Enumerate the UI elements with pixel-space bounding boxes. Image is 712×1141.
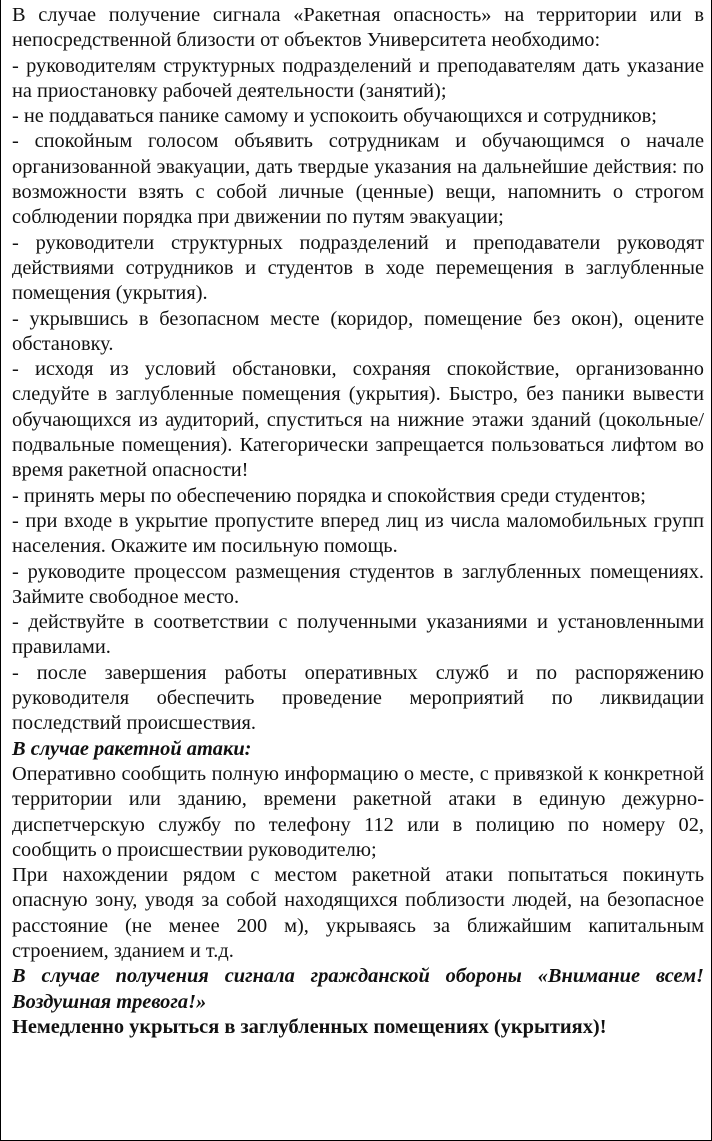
instruction-item: - исходя из условий обстановки, сохраняя спокойствие, организованно следуйте в заглубленные помещения (укрытия). Быстро, без паники вывести обучающихся из аудиторий, спуститься на нижние этажи зданий (цокольные/подвальные помещения). Категорически запрещается пользоваться лифтом во время ракетной опасности! — [12, 358, 704, 482]
air-raid-alert-heading: В случае получения сигнала гражданской обороны «Внимание всем! Воздушная тревога!» — [12, 965, 704, 1013]
instruction-item: - принять меры по обеспечению порядка и спокойствия среди студентов; — [12, 484, 646, 507]
intro-paragraph: В случае получение сигнала «Ракетная опасность» на территории или в непосредственной близости от объектов Университета необходимо: — [12, 4, 704, 52]
missile-attack-heading: В случае ракетной атаки: — [12, 737, 252, 760]
final-instruction: Немедленно укрыться в заглубленных помещениях (укрытиях)! — [12, 1015, 607, 1038]
instruction-item: - после завершения работы оперативных служб и по распоряжению руководителя обеспечить проведение мероприятий по ликвидации последствий происшествия. — [12, 661, 704, 735]
instruction-item: - руководители структурных подразделений и преподаватели руководят действиями сотрудников и студентов в ходе перемещения в заглубленные помещения (укрытия). — [12, 231, 704, 305]
instruction-item: - при входе в укрытие пропустите вперед лиц из числа маломобильных групп населения. Окажите им посильную помощь. — [12, 509, 704, 558]
instruction-item: - укрывшись в безопасном месте (коридор, помещение без окон), оцените обстановку. — [12, 307, 704, 355]
attack-paragraph: При нахождении рядом с местом ракетной атаки попытаться покинуть опасную зону, уводя за собой находящихся поблизости людей, на безопасное расстояние (не менее 200 м), укрываясь за ближайшим капитальным строением, зданием и т.д. — [12, 864, 704, 962]
instruction-item: - не поддаваться панике самому и успокоить обучающихся и сотрудников; — [12, 105, 657, 128]
instruction-item: - руководите процессом размещения студентов в заглубленных помещениях. Займите свободное место. — [12, 560, 704, 608]
instruction-item: - действуйте в соответствии с полученными указаниями и установленными правилами. — [12, 611, 704, 659]
instruction-item: - руководителям структурных подразделений и преподавателям дать указание на приостановку рабочей деятельности (занятий); — [12, 54, 704, 102]
instruction-item: - спокойным голосом объявить сотрудникам и обучающимся о начале организованной эвакуации, дать твердые указания на дальнейшие действия: по возможности взять с собой личные (ценные) вещи, напомнить о строгом соблюдении порядка при движении по путям эвакуации; — [12, 130, 704, 229]
attack-paragraph: Оперативно сообщить полную информацию о месте, с привязкой к конкретной территории или зданию, времени ракетной атаки в единую дежурно-диспетчерскую службу по телефону 112 или в полицию по номеру 02, сообщить о происшествии руководителю; — [12, 762, 704, 861]
